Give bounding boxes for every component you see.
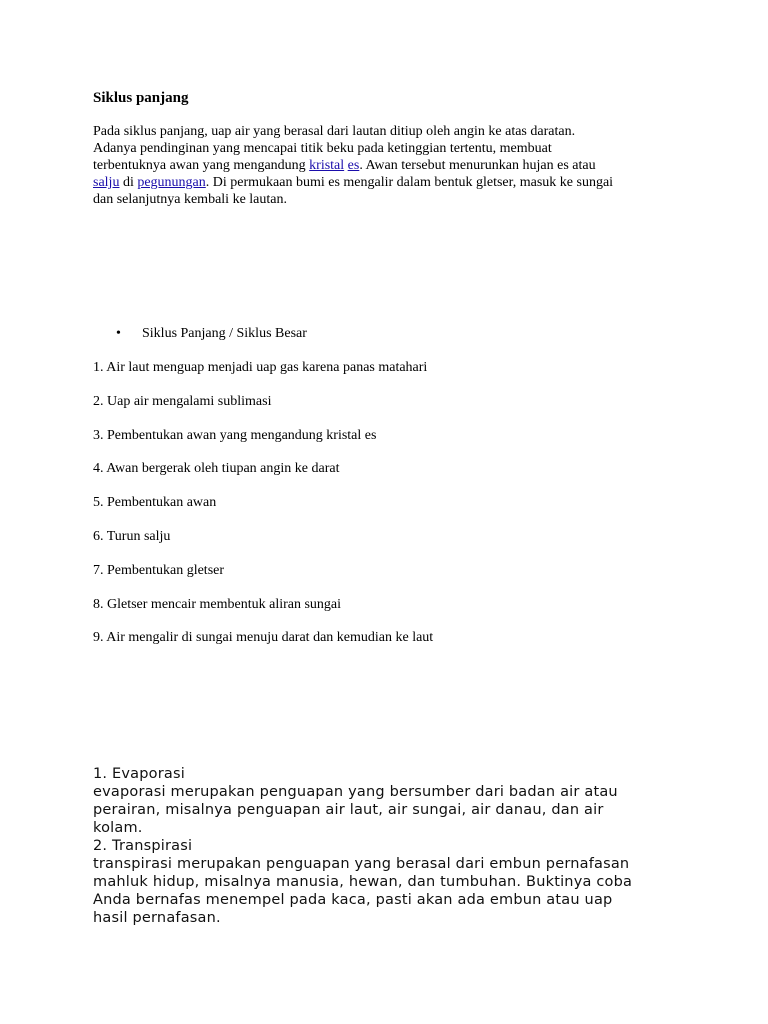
- evaporasi-line: kolam.: [93, 820, 143, 836]
- evaporasi-line: perairan, misalnya penguapan air laut, air sungai, air danau, dan air: [93, 802, 604, 818]
- step-item: 7. Pembentukan gletser: [93, 562, 225, 578]
- step-item: 6. Turun salju: [93, 528, 171, 544]
- paragraph-line-1: Pada siklus panjang, uap air yang berasal dari lautan ditiup oleh angin ke atas daratan.: [93, 124, 576, 139]
- evaporasi-line: evaporasi merupakan penguapan yang bersumber dari badan air atau: [93, 784, 618, 800]
- step-item: 1. Air laut menguap menjadi uap gas karena panas matahari: [93, 360, 428, 375]
- transpirasi-line: Anda bernafas menempel pada kaca, pasti akan ada embun atau uap: [93, 892, 613, 908]
- paragraph-text: . Di permukaan bumi es mengalir dalam bentuk gletser, masuk ke sungai: [205, 175, 614, 190]
- step-item: 2. Uap air mengalami sublimasi: [93, 393, 272, 409]
- bullet-dot-icon: •: [116, 326, 121, 341]
- step-item: 8. Gletser mencair membentuk aliran sungai: [93, 596, 342, 612]
- steps-list: [93, 359, 433, 663]
- bullet-text: Siklus Panjang / Siklus Besar: [142, 326, 307, 341]
- evaporasi-heading: 1. Evaporasi: [93, 766, 185, 782]
- step-item: 3. Pembentukan awan yang mengandung kristal es: [93, 427, 377, 443]
- paragraph-text: . Awan tersebut menurunkan hujan es atau: [359, 158, 596, 173]
- intro-paragraph: [93, 123, 683, 208]
- section-title: Siklus panjang: [93, 90, 189, 106]
- step-item: 4. Awan bergerak oleh tiupan angin ke darat: [93, 461, 340, 477]
- paragraph-text: terbentuknya awan yang mengandung: [93, 158, 310, 173]
- transpirasi-heading: 2. Transpirasi: [93, 838, 193, 854]
- step-item: 9. Air mengalir di sungai menuju darat dan kemudian ke laut: [93, 630, 434, 646]
- bullet-item: [116, 325, 307, 342]
- paragraph-line-4: [93, 174, 683, 191]
- link-pegunungan[interactable]: pegunungan: [137, 175, 206, 190]
- link-es[interactable]: es: [347, 158, 360, 173]
- paragraph-line-2: Adanya pendinginan yang mencapai titik beku pada ketinggian tertentu, membuat: [93, 141, 552, 156]
- paragraph-line-3: [93, 157, 683, 174]
- transpirasi-line: mahluk hidup, misalnya manusia, hewan, dan tumbuhan. Buktinya coba: [93, 874, 633, 890]
- link-kristal[interactable]: kristal: [309, 158, 345, 173]
- paragraph-line-5: dan selanjutnya kembali ke lautan.: [93, 192, 287, 207]
- transpirasi-line: transpirasi merupakan penguapan yang berasal dari embun pernafasan: [93, 856, 630, 872]
- link-salju[interactable]: salju: [93, 175, 120, 190]
- paragraph-text: di: [119, 175, 138, 190]
- step-item: 5. Pembentukan awan: [93, 495, 217, 511]
- transpirasi-line: hasil pernafasan.: [93, 910, 221, 926]
- definitions-block: [93, 765, 632, 927]
